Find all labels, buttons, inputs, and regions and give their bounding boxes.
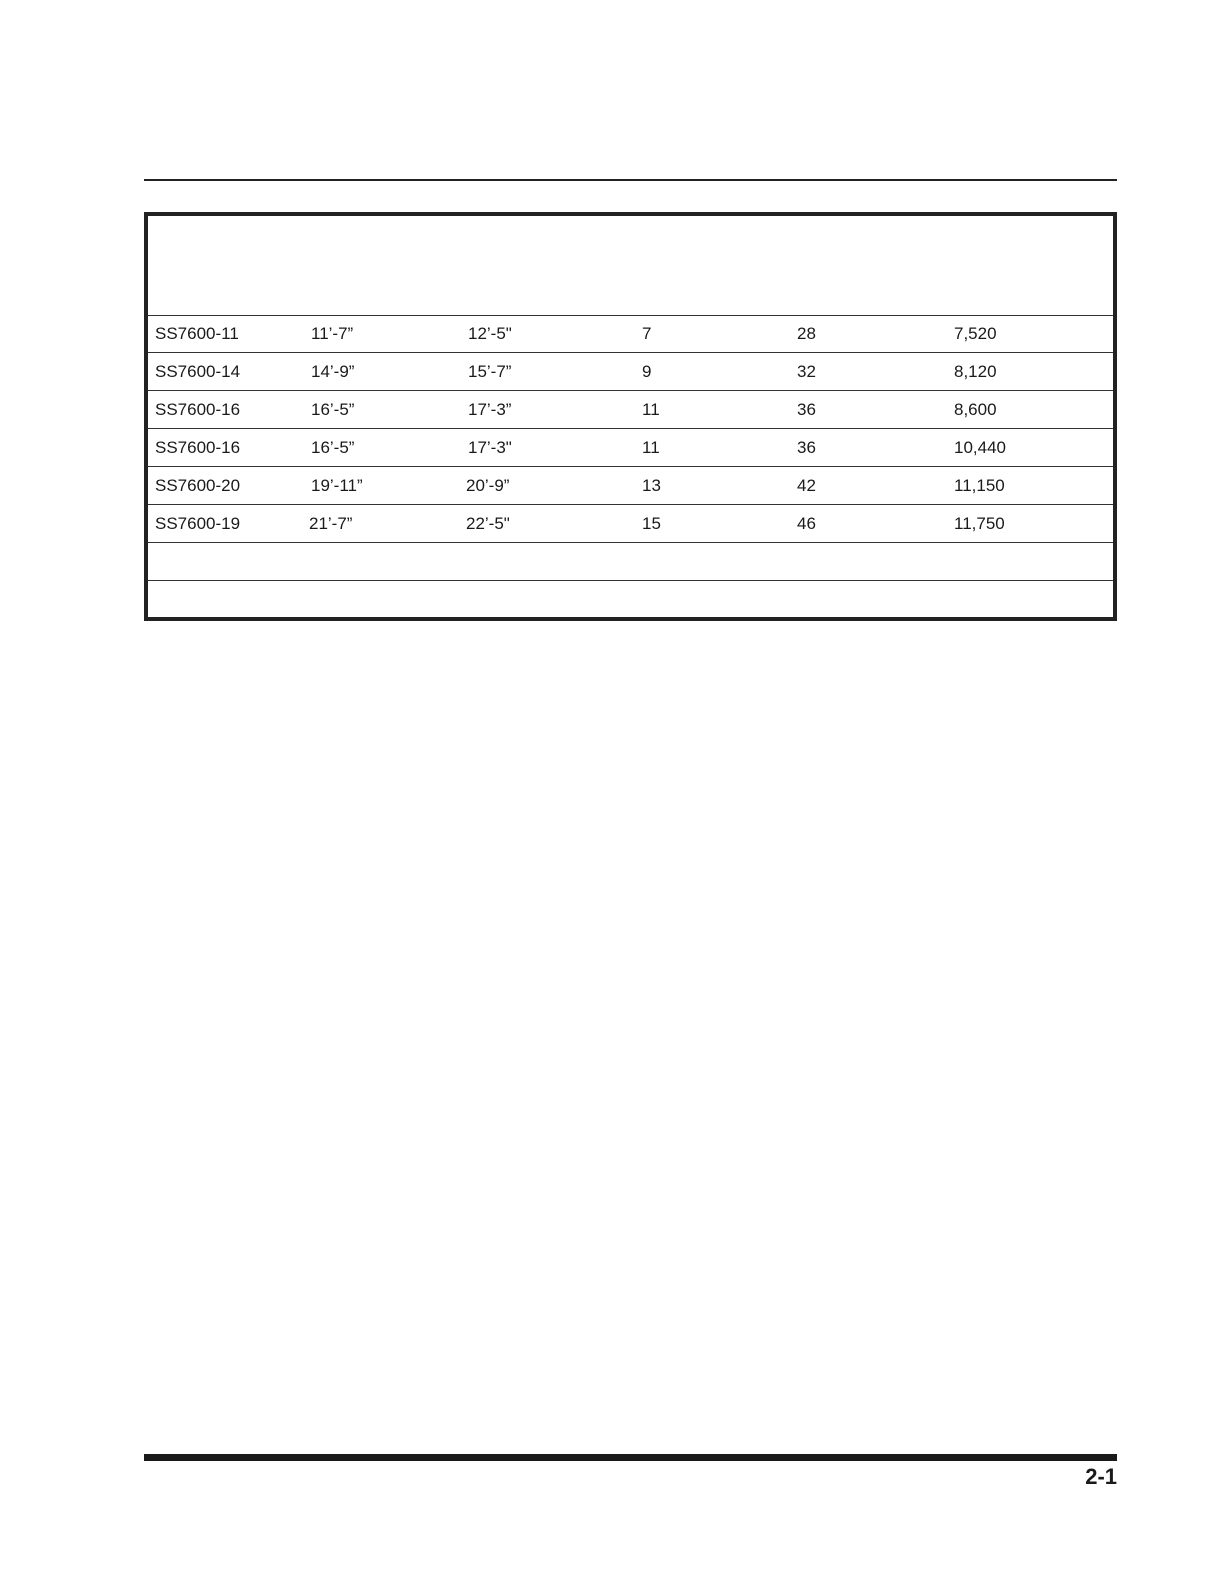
- table-cell: 16’-5”: [311, 400, 355, 419]
- table-header: [148, 216, 1113, 316]
- table-cell: 7: [642, 324, 652, 343]
- table-cell: 32: [797, 362, 816, 381]
- table-row: [148, 543, 1113, 581]
- table-cell: 46: [797, 514, 816, 533]
- table-cell: 42: [797, 476, 816, 495]
- table-cell: 21’-7”: [309, 514, 353, 533]
- table-cell: 9: [642, 362, 652, 381]
- table-cell: 14’-9”: [311, 362, 355, 381]
- table-cell: 12’-5": [468, 324, 512, 343]
- table-cell: 8,120: [954, 362, 997, 381]
- footer-rule: [144, 1454, 1117, 1461]
- table-row: [148, 581, 1113, 619]
- table-cell: 19’-11”: [311, 476, 363, 495]
- page-number: 2-1: [1085, 1464, 1117, 1489]
- table-cell: 28: [797, 324, 816, 343]
- table-cell: 36: [797, 400, 816, 419]
- table-cell: 15’-7”: [468, 362, 512, 381]
- table-cell: 10,440: [954, 438, 1006, 457]
- table-cell: 11: [642, 400, 660, 419]
- table-cell: 8,600: [954, 400, 997, 419]
- table-cell: 17’-3": [468, 438, 512, 457]
- table-cell-model: SS7600-20: [155, 476, 241, 495]
- table-cell-model: SS7600-11: [155, 324, 239, 343]
- table-row: [148, 429, 1113, 467]
- spec-table: [144, 212, 1117, 621]
- table-cell-model: SS7600-14: [155, 362, 241, 381]
- table-cell: 11,150: [954, 476, 1005, 495]
- table-cell-model: SS7600-16: [155, 400, 241, 419]
- table-row: [148, 353, 1113, 391]
- table-cell: 16’-5”: [311, 438, 355, 457]
- table-cell: 22’-5": [466, 514, 510, 533]
- table-cell: 7,520: [954, 324, 997, 343]
- table-cell: 11: [642, 438, 660, 457]
- table-row: [148, 467, 1113, 505]
- table-row: [148, 505, 1113, 543]
- table-cell: 15: [642, 514, 661, 533]
- table-cell: 36: [797, 438, 816, 457]
- table-cell: 11,750: [954, 514, 1005, 533]
- table-cell: 20’-9”: [466, 476, 510, 495]
- table-row: [148, 315, 1113, 353]
- table-row: [148, 391, 1113, 429]
- table-cell-model: SS7600-19: [155, 514, 241, 533]
- table-cell: 17’-3”: [468, 400, 512, 419]
- table-cell: 11’-7”: [311, 324, 354, 343]
- top-divider-rule: [144, 179, 1117, 181]
- table-cell: 13: [642, 476, 661, 495]
- table-cell-model: SS7600-16: [155, 438, 241, 457]
